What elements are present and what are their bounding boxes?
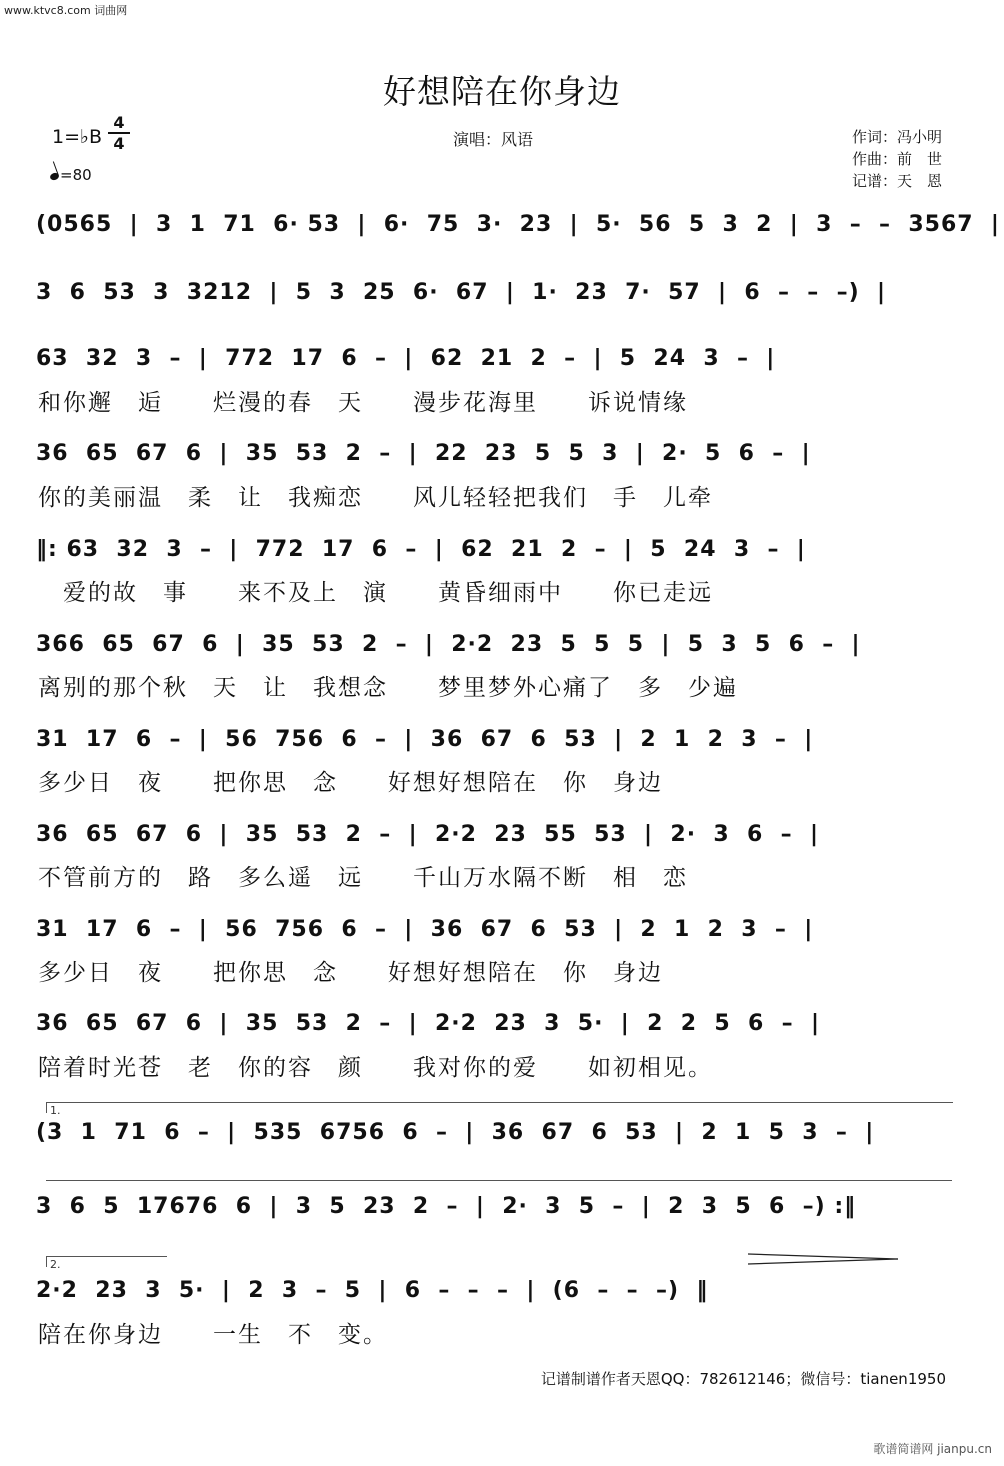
score-line-1: (0565 | 3 1 71 6· 53 | 6· 75 3· 23 | 5· 56 5 3 2 | 3 – – 3567 |	[36, 212, 1000, 237]
lyric-line-6: 离别的那个秋 天 让 我想念 梦里梦外心痛了 多 少遍	[38, 675, 738, 701]
volta-2-label: 2.	[50, 1258, 61, 1271]
watermark-bottom: 歌谱简谱网 jianpu.cn	[873, 1442, 992, 1456]
lyric-line-7: 多少日 夜 把你思 念 好想好想陪在 你 身边	[38, 770, 663, 796]
volta-1-label: 1.	[50, 1104, 61, 1117]
lyric-line-10: 陪着时光苍 老 你的容 颜 我对你的爱 如初相见。	[38, 1055, 713, 1081]
score-line-13: 2·2 23 3 5· | 2 3 – 5 | 6 – – – | (6 – – –) ‖	[36, 1278, 709, 1303]
score-line-9: 31 17 6 – | 56 756 6 – | 36 67 6 53 | 2 1 2 3 – |	[36, 917, 814, 942]
volta-1-end-line	[46, 1180, 952, 1181]
time-signature-bottom: 4	[113, 134, 125, 153]
volta-2-bracket	[46, 1256, 167, 1267]
time-signature	[108, 114, 130, 152]
lyric-line-8: 不管前方的 路 多么遥 远 千山万水隔不断 相 恋	[38, 865, 688, 891]
score-line-12: 3 6 5 17676 6 | 3 5 23 2 – | 2· 3 5 – | 2 3 5 6 –) :‖	[36, 1194, 857, 1219]
credits-block	[852, 126, 942, 192]
score-line-6: 366 65 67 6 | 35 53 2 – | 2·2 23 5 5 5 | 5 3 5 6 – |	[36, 632, 861, 657]
watermark-top: www.ktvc8.com 词曲网	[4, 4, 128, 17]
score-line-4: 36 65 67 6 | 35 53 2 – | 22 23 5 5 3 | 2· 5 6 – |	[36, 441, 811, 466]
score-line-7: 31 17 6 – | 56 756 6 – | 36 67 6 53 | 2 1 2 3 – |	[36, 727, 814, 752]
score-line-3: 63 32 3 – | 772 17 6 – | 62 21 2 – | 5 24 3 – |	[36, 346, 776, 371]
score-line-10: 36 65 67 6 | 35 53 2 – | 2·2 23 3 5· | 2 2 5 6 – |	[36, 1011, 820, 1036]
lyric-line-13: 陪在你身边 一生 不 变。	[38, 1322, 388, 1348]
composer-credit: 作曲：前 世	[852, 150, 943, 168]
decrescendo-hairpin-icon	[748, 1252, 900, 1266]
score-line-11: (3 1 71 6 – | 535 6756 6 – | 36 67 6 53 | 2 1 5 3 – |	[36, 1120, 875, 1145]
score-line-2: 3 6 53 3 3212 | 5 3 25 6· 67 | 1· 23 7· 57 | 6 – – –) |	[36, 280, 887, 305]
score-line-5: ‖: 63 32 3 – | 772 17 6 – | 62 21 2 – | 5 24 3 – |	[36, 537, 806, 562]
tempo-marking	[50, 166, 92, 184]
quarter-note-icon	[49, 172, 60, 182]
singer-credit: 演唱：风语	[453, 130, 534, 149]
time-signature-top: 4	[113, 113, 125, 132]
lyric-line-9: 多少日 夜 把你思 念 好想好想陪在 你 身边	[38, 960, 663, 986]
lyric-line-3: 和你邂 逅 烂漫的春 天 漫步花海里 诉说情缘	[38, 390, 688, 416]
tempo-value: =80	[60, 166, 92, 184]
volta-1-bracket	[46, 1102, 953, 1113]
lyricist-credit: 作词：冯小明	[852, 128, 943, 146]
song-title: 好想陪在你身边	[383, 72, 621, 111]
score-line-8: 36 65 67 6 | 35 53 2 – | 2·2 23 55 53 | 2· 3 6 – |	[36, 822, 819, 847]
key-signature: 1=♭B	[52, 126, 103, 148]
lyric-line-4: 你的美丽温 柔 让 我痴恋 风儿轻轻把我们 手 儿牵	[38, 485, 713, 511]
footer-credit: 记谱制谱作者天恩QQ：782612146；微信号：tianen1950	[540, 1370, 946, 1388]
lyric-line-5: 爱的故 事 来不及上 演 黄昏细雨中 你已走远	[38, 580, 713, 606]
transcriber-credit: 记谱：天 恩	[852, 172, 943, 190]
